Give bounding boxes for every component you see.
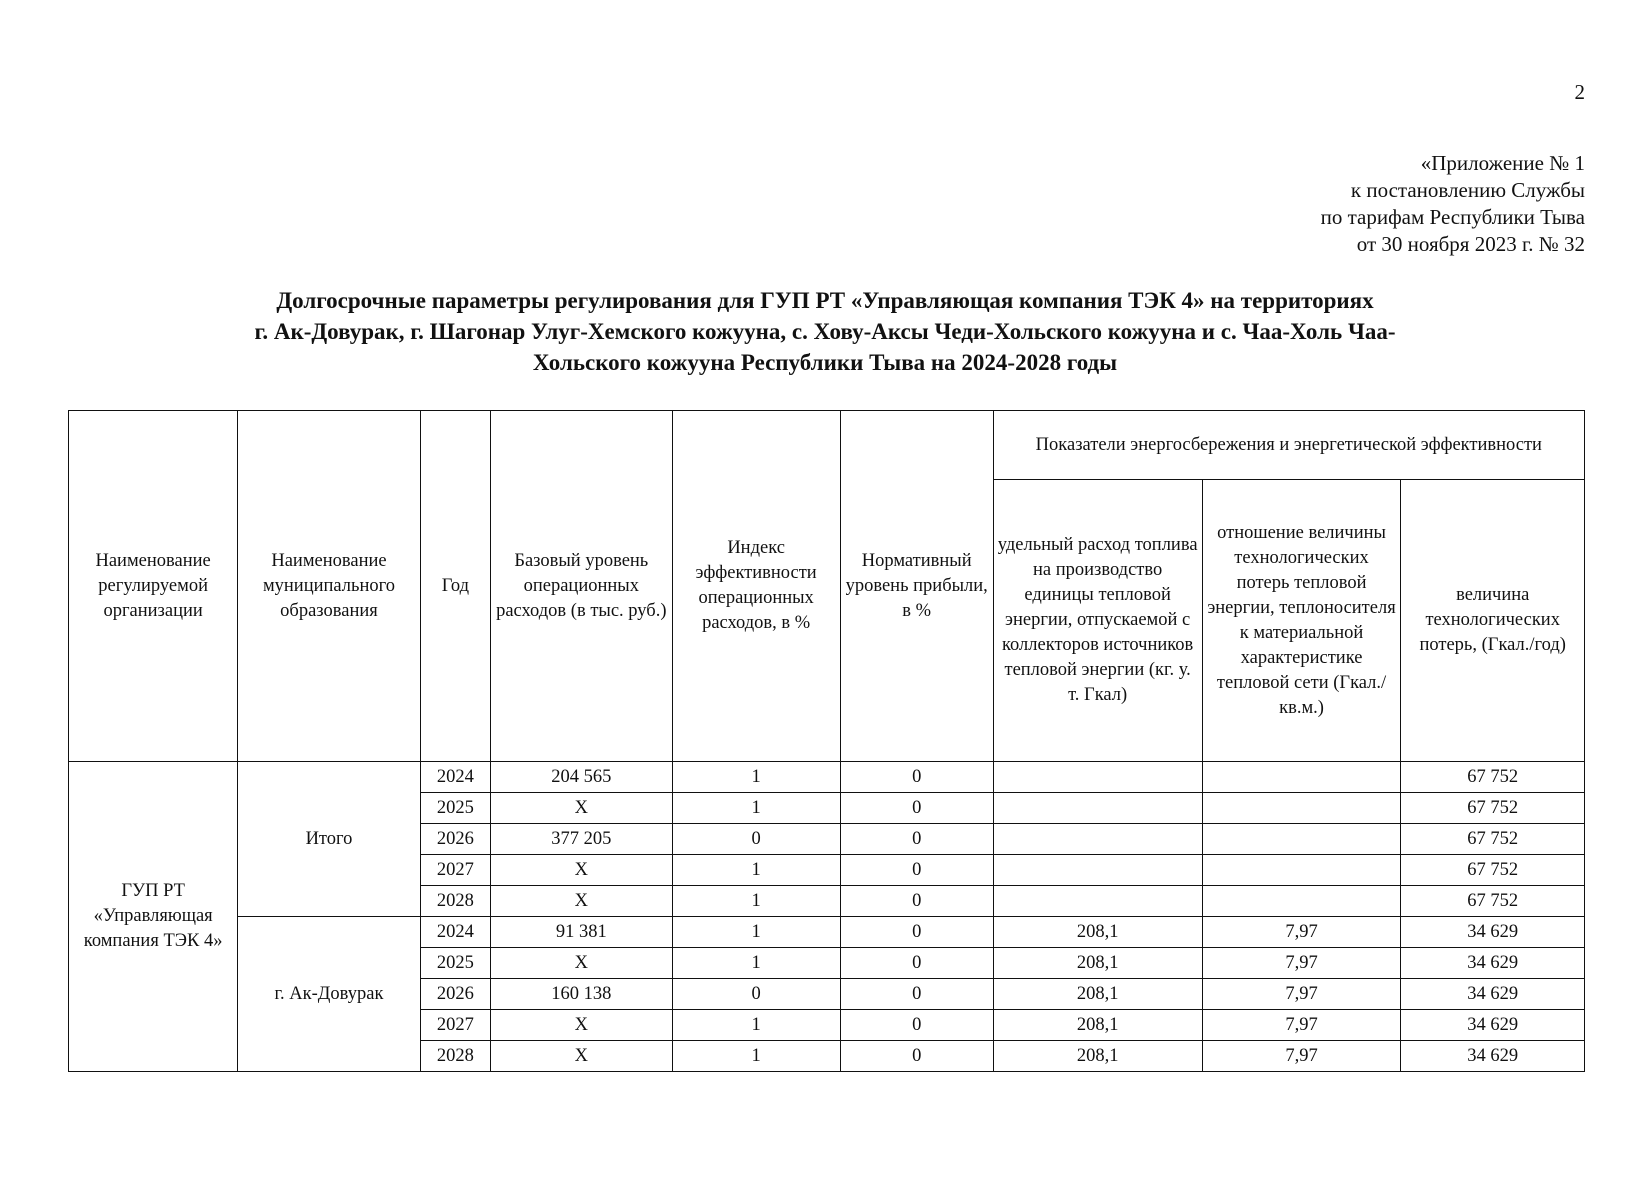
- efficiency-index-cell: 1: [672, 855, 840, 886]
- header-fuel-consumption: удельный расход топлива на производство единицы тепловой энергии, отпускаемой с коллекторов источников тепловой энергии (кг. у. т. Гкал): [993, 480, 1202, 762]
- header-municipality: Наименование муниципального образования: [238, 411, 420, 762]
- header-org: Наименование регулируемой организации: [69, 411, 238, 762]
- efficiency-index-cell: 1: [672, 917, 840, 948]
- tech-losses-cell: 67 752: [1401, 855, 1585, 886]
- profit-level-cell: 0: [840, 762, 993, 793]
- fuel-consumption-cell: [993, 886, 1202, 917]
- tech-losses-cell: 34 629: [1401, 1041, 1585, 1072]
- table-row: [69, 917, 1585, 948]
- efficiency-index-cell: 0: [672, 824, 840, 855]
- appendix-block: [1321, 150, 1585, 258]
- tech-losses-cell: 67 752: [1401, 793, 1585, 824]
- header-loss-ratio: отношение величины технологических потерь тепловой энергии, теплоносителя к материальной характеристике тепловой сети (Гкал./кв.м.): [1202, 480, 1401, 762]
- loss-ratio-cell: [1202, 793, 1401, 824]
- profit-level-cell: 0: [840, 948, 993, 979]
- appendix-line: к постановлению Службы: [1350, 178, 1585, 202]
- tech-losses-cell: 67 752: [1401, 762, 1585, 793]
- table-row: [69, 762, 1585, 793]
- year-cell: 2028: [420, 1041, 490, 1072]
- loss-ratio-cell: 7,97: [1202, 979, 1401, 1010]
- fuel-consumption-cell: [993, 762, 1202, 793]
- year-cell: 2025: [420, 793, 490, 824]
- appendix-line: по тарифам Республики Тыва: [1320, 205, 1585, 229]
- appendix-line: от 30 ноября 2023 г. № 32: [1356, 232, 1585, 256]
- appendix-line: «Приложение № 1: [1420, 151, 1585, 175]
- profit-level-cell: 0: [840, 1041, 993, 1072]
- loss-ratio-cell: 7,97: [1202, 1041, 1401, 1072]
- year-cell: 2024: [420, 762, 490, 793]
- document-title: [70, 285, 1580, 378]
- fuel-consumption-cell: [993, 824, 1202, 855]
- header-profit-level: Нормативный уровень прибыли, в %: [840, 411, 993, 762]
- title-line: Долгосрочные параметры регулирования для ГУП РТ «Управляющая компания ТЭК 4» на территориях: [276, 288, 1374, 313]
- efficiency-index-cell: 1: [672, 1041, 840, 1072]
- profit-level-cell: 0: [840, 1010, 993, 1041]
- fuel-consumption-cell: 208,1: [993, 979, 1202, 1010]
- header-year: Год: [420, 411, 490, 762]
- base-expenses-cell: X: [491, 855, 672, 886]
- base-expenses-cell: X: [491, 793, 672, 824]
- year-cell: 2027: [420, 855, 490, 886]
- municipality-cell: г. Ак-Довурак: [238, 917, 420, 1072]
- year-cell: 2027: [420, 1010, 490, 1041]
- organization-cell: ГУП РТ «Управляющая компания ТЭК 4»: [69, 762, 238, 1072]
- base-expenses-cell: X: [491, 1010, 672, 1041]
- profit-level-cell: 0: [840, 917, 993, 948]
- tech-losses-cell: 34 629: [1401, 948, 1585, 979]
- title-line: Хольского кожууна Республики Тыва на 2024-2028 годы: [532, 350, 1118, 375]
- efficiency-index-cell: 1: [672, 1010, 840, 1041]
- profit-level-cell: 0: [840, 886, 993, 917]
- base-expenses-cell: X: [491, 1041, 672, 1072]
- loss-ratio-cell: [1202, 762, 1401, 793]
- efficiency-index-cell: 0: [672, 979, 840, 1010]
- base-expenses-cell: 160 138: [491, 979, 672, 1010]
- title-line: г. Ак-Довурак, г. Шагонар Улуг-Хемского кожууна, с. Хову-Аксы Чеди-Хольского кожууна и с. Чаа-Холь Чаа-: [254, 319, 1396, 344]
- base-expenses-cell: X: [491, 886, 672, 917]
- base-expenses-cell: 377 205: [491, 824, 672, 855]
- profit-level-cell: 0: [840, 824, 993, 855]
- base-expenses-cell: 204 565: [491, 762, 672, 793]
- efficiency-index-cell: 1: [672, 793, 840, 824]
- efficiency-index-cell: 1: [672, 762, 840, 793]
- page-number: 2: [1574, 80, 1585, 104]
- fuel-consumption-cell: 208,1: [993, 1041, 1202, 1072]
- base-expenses-cell: 91 381: [491, 917, 672, 948]
- loss-ratio-cell: 7,97: [1202, 917, 1401, 948]
- loss-ratio-cell: [1202, 886, 1401, 917]
- fuel-consumption-cell: 208,1: [993, 917, 1202, 948]
- year-cell: 2028: [420, 886, 490, 917]
- fuel-consumption-cell: 208,1: [993, 948, 1202, 979]
- tech-losses-cell: 67 752: [1401, 824, 1585, 855]
- efficiency-index-cell: 1: [672, 886, 840, 917]
- header-energy-group: Показатели энергосбережения и энергетической эффективности: [993, 411, 1584, 480]
- header-efficiency-index: Индекс эффективности операционных расходов, в %: [672, 411, 840, 762]
- header-tech-losses: величина технологических потерь, (Гкал./год): [1401, 480, 1585, 762]
- fuel-consumption-cell: [993, 855, 1202, 886]
- year-cell: 2026: [420, 979, 490, 1010]
- year-cell: 2024: [420, 917, 490, 948]
- tech-losses-cell: 67 752: [1401, 886, 1585, 917]
- year-cell: 2026: [420, 824, 490, 855]
- loss-ratio-cell: 7,97: [1202, 948, 1401, 979]
- loss-ratio-cell: [1202, 824, 1401, 855]
- parameters-table: [68, 410, 1585, 1072]
- efficiency-index-cell: 1: [672, 948, 840, 979]
- profit-level-cell: 0: [840, 979, 993, 1010]
- header-base-expenses: Базовый уровень операционных расходов (в тыс. руб.): [491, 411, 672, 762]
- profit-level-cell: 0: [840, 793, 993, 824]
- loss-ratio-cell: 7,97: [1202, 1010, 1401, 1041]
- loss-ratio-cell: [1202, 855, 1401, 886]
- year-cell: 2025: [420, 948, 490, 979]
- base-expenses-cell: X: [491, 948, 672, 979]
- municipality-cell: Итого: [238, 762, 420, 917]
- profit-level-cell: 0: [840, 855, 993, 886]
- tech-losses-cell: 34 629: [1401, 917, 1585, 948]
- tech-losses-cell: 34 629: [1401, 1010, 1585, 1041]
- fuel-consumption-cell: 208,1: [993, 1010, 1202, 1041]
- tech-losses-cell: 34 629: [1401, 979, 1585, 1010]
- fuel-consumption-cell: [993, 793, 1202, 824]
